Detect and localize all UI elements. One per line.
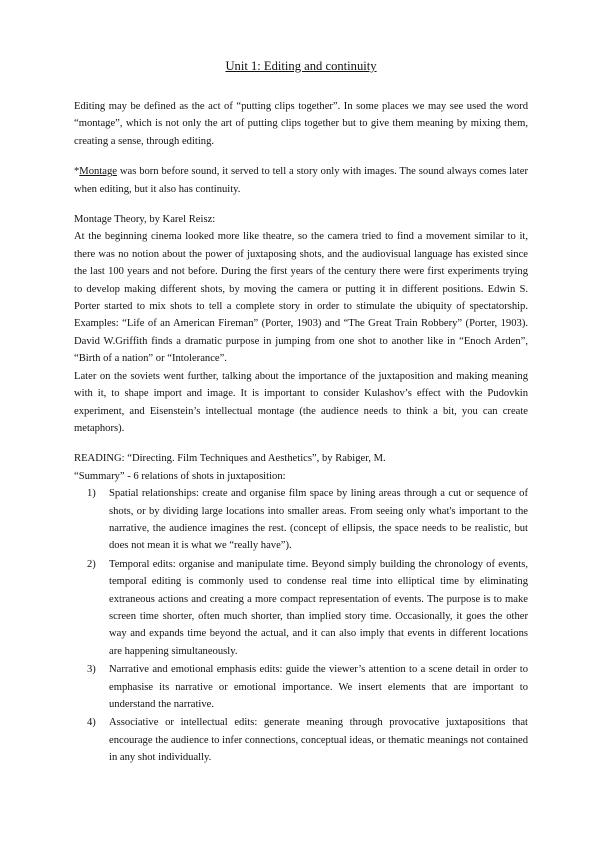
list-item-text: Associative or intellectual edits: generate meaning through provocative juxtapositions that encourage the audience to infer connections, conceptual ideas, or thematic meanings not contained in any shot individually.: [109, 717, 528, 764]
list-item: [74, 714, 528, 766]
intro-paragraph: Editing may be defined as the act of “putting clips together”. In some places we may see used the word “montage”, which is not only the art of putting clips together but to give them meaning by mixing them, creating a sense, through editing.: [74, 101, 528, 147]
reading-summary: “Summary” - 6 relations of shots in juxtaposition:: [74, 470, 286, 482]
montage-theory-heading: Montage Theory, by Karel Reisz:: [74, 214, 216, 226]
list-item-number: 3): [87, 664, 96, 676]
list-item-number: 2): [87, 558, 96, 570]
list-item: [74, 485, 528, 555]
list-item-number: 1): [87, 488, 96, 500]
montage-note-text: was born before sound, it served to tell a story only with images. The sound always comes later when editing, but it also has continuity.: [74, 166, 528, 195]
document-page: [74, 57, 528, 768]
list-item: [74, 556, 528, 660]
montage-note-paragraph: [74, 163, 528, 198]
montage-theory-paragraph-1: At the beginning cinema looked more like theatre, so the camera tried to find a movement similar to it, there was no notion about the power of juxtaposing shots, and the audiovisual language has existed since the last 100 years and not before. During the first years of the century there were first experiments trying to develop making different shots, by moving the camera or putting it in different positions. Edwin S. Porter started to mix shots to tell a complete story in order to stimulate the ubiquity of spectatorship. Examples: “Life of an American Fireman” (Porter, 1903) and “The Great Train Robbery” (Porter, 1903). David W.Griffith finds a dramatic purpose in jumping from one shot to another like in “Enoch Arden”, “Birth of a nation” or “Intolerance”.: [74, 231, 528, 365]
list-item-text: Temporal edits: organise and manipulate time. Beyond simply building the chronology of events, temporal editing is commonly used to condense real time into elliptical time by eliminating extraneous actions and creating a more compact representation of events. The purpose is to make screen time shorter, often much shorter, than implied story time. Occasionally, it goes the other way and expands time beyond the actual, and it can also imply that events in different locations are happening simultaneously.: [109, 558, 528, 657]
reading-heading: READING: “Directing. Film Techniques and Aesthetics”, by Rabiger, M.: [74, 453, 386, 465]
montage-theory-paragraph-2: Later on the soviets went further, talking about the importance of the juxtaposition and making meaning with it, to shape import and image. It is important to consider Kulashov’s effect with the Pudovkin experiment, and Eisenstein’s intellectual montage (the audience needs to think a bit, you can create metaphors).: [74, 370, 528, 434]
montage-note-prefix: *: [74, 166, 80, 178]
list-item-text: Narrative and emotional emphasis edits: guide the viewer’s attention to a scene detail in order to emphasise its narrative or emotional importance. We insert elements that are important to understand the narrative.: [109, 664, 528, 710]
list-item-number: 4): [87, 717, 96, 729]
montage-term: Montage: [79, 166, 117, 178]
page-title: Unit 1: Editing and continuity: [225, 59, 377, 73]
list-item-text: Spatial relationships: create and organise film space by lining areas through a cut or sequence of shots, or by dividing large locations into smaller areas. From seeing only what's important to the narrative, the audience imagines the rest. (concept of ellipsis, the space needs to be realistic, but does not mean it is what we “really have”).: [109, 488, 528, 552]
juxtaposition-list: [74, 485, 528, 767]
list-item: [74, 661, 528, 713]
